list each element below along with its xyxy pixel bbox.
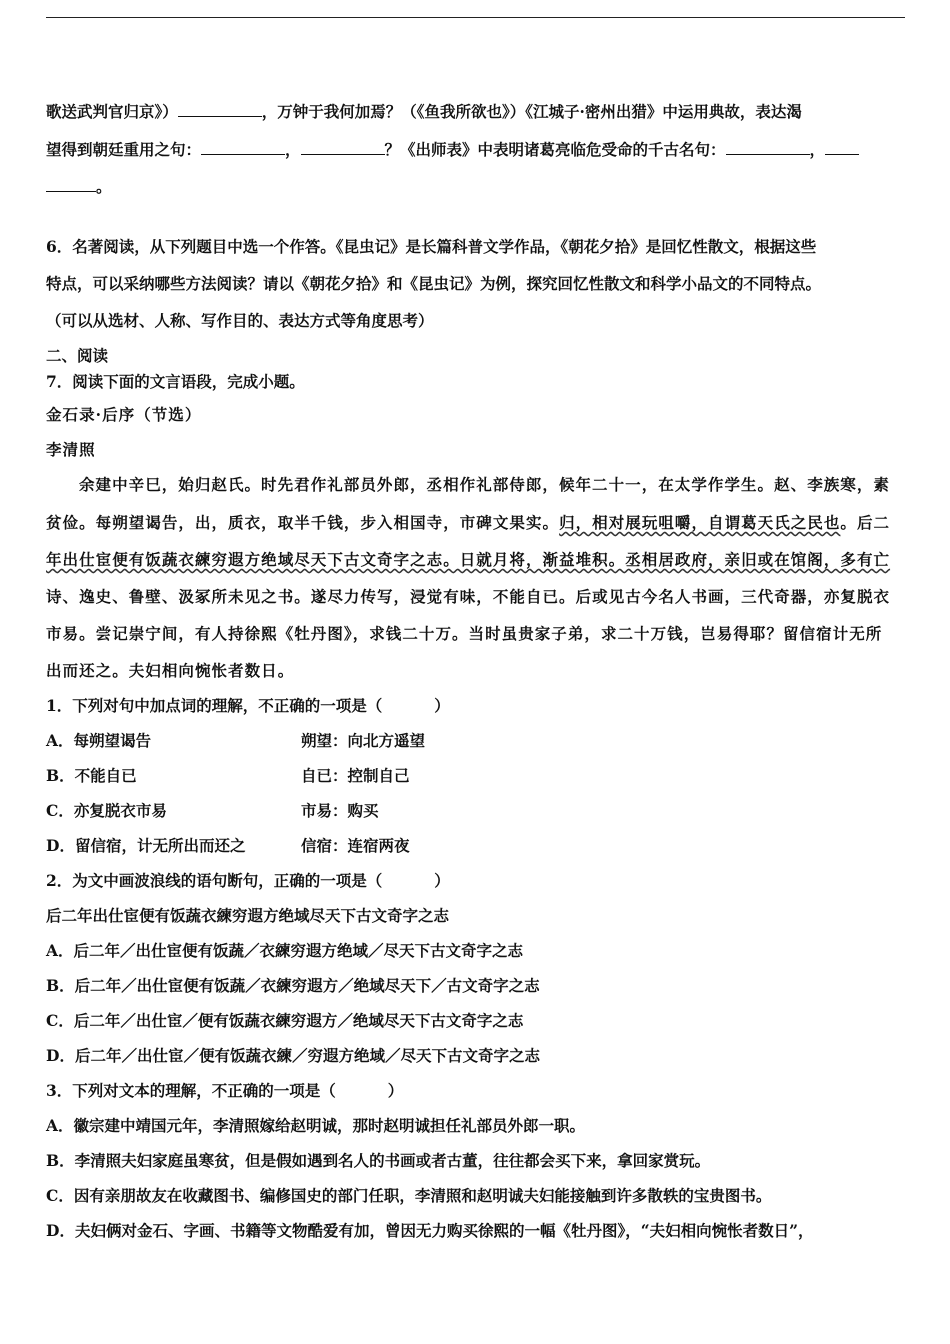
answer-blank[interactable] xyxy=(726,139,810,155)
sub3-option-a[interactable] xyxy=(46,1115,585,1137)
passage-line-5: 市易。尝记崇宁间，有人持徐熙《牡丹图》，求钱二十万。当时虽贵家子弟，求二十万钱，岂易得耶？留信宿计无所 xyxy=(46,624,883,643)
sub2-option-d[interactable] xyxy=(46,1045,540,1067)
option-letter: C． xyxy=(46,1011,74,1030)
sub1-option-d[interactable] xyxy=(46,835,410,857)
sub3-option-b[interactable] xyxy=(46,1150,710,1172)
passage-text: 贫俭。每朔望谒告，出，质衣，取半千钱，步入相国寺，市碑文果实。 xyxy=(46,513,560,532)
option-text: 徽宗建中靖国元年，李清照嫁给赵明诚，那时赵明诚担任礼部员外郎一职。 xyxy=(73,1116,586,1135)
option-letter: D． xyxy=(46,1046,75,1065)
sub1-option-a[interactable] xyxy=(46,730,425,752)
stem-text: 1．下列对句中加点词的理解，不正确的一项是（ xyxy=(46,696,383,715)
sub1-option-b[interactable] xyxy=(46,765,410,787)
option-text: 后二年／出仕宦／便有饭蔬衣練／穷遐方绝域／尽天下古文奇字之志 xyxy=(74,1046,540,1065)
option-text: 后二年／出仕宦／便有饭蔬衣練穷遐方／绝域尽天下古文奇字之志 xyxy=(73,1011,524,1030)
option-letter: B． xyxy=(46,976,75,995)
stem-text: ） xyxy=(434,696,450,715)
poem-text: 歌送武判官归京》） xyxy=(46,102,178,121)
poem-line-3 xyxy=(46,176,112,198)
sub1-stem xyxy=(46,695,450,717)
stem-text: ） xyxy=(434,871,450,890)
sub2-stem xyxy=(46,870,450,892)
sub2-option-b[interactable] xyxy=(46,975,540,997)
option-letter: A． xyxy=(46,941,74,960)
poem-text: ， xyxy=(285,140,301,159)
option-letter: A． xyxy=(46,731,74,750)
option-letter: D． xyxy=(46,836,75,855)
option-text: 因有亲朋故友在收藏图书、编修国史的部门任职，李清照和赵明诚夫妇能接触到许多散轶的宝贵图书。 xyxy=(73,1186,772,1205)
stem-text: ） xyxy=(387,1081,404,1100)
option-text: 留信宿，计无所出而还之 xyxy=(74,836,246,855)
sub2-sentence: 后二年出仕宦便有饭蔬衣練穷遐方绝域尽天下古文奇字之志 xyxy=(46,906,450,925)
stem-text: 2．为文中画波浪线的语句断句，正确的一项是（ xyxy=(46,871,383,890)
sub3-stem xyxy=(46,1080,403,1102)
poem-text: ？《出师表》中表明诸葛亮临危受命的千古名句： xyxy=(384,140,726,159)
option-letter: C． xyxy=(46,1186,74,1205)
sub3-option-d[interactable] xyxy=(46,1220,814,1242)
option-gloss: 信宿：连宿两夜 xyxy=(301,836,410,855)
header-rule xyxy=(46,17,905,18)
sub2-option-a[interactable] xyxy=(46,940,523,962)
passage-line-4: 诗、逸史、鲁壁、汲冢所未见之书。遂尽力传写，浸觉有味，不能自已。后或见古今名人书画，三代奇器，亦复脱衣 xyxy=(46,587,891,606)
poem-line-1 xyxy=(46,101,802,123)
passage-line-1: 余建中辛巳，始归赵氏。时先君作礼部员外郎，丞相作礼部侍郎，候年二十一，在太学作学生。赵、李族寒，素 xyxy=(79,475,890,494)
answer-blank[interactable] xyxy=(46,176,96,192)
q6-line-2: 特点，可以采纳哪些方法阅读？请以《朝花夕拾》和《昆虫记》为例，探究回忆性散文和科学小品文的不同特点。 xyxy=(46,274,822,293)
option-letter: D． xyxy=(46,1221,75,1240)
answer-blank[interactable] xyxy=(178,101,262,117)
poem-text: ，万钟于我何加焉？（《鱼我所欲也》）《江城子·密州出猎》中运用典故，表达渴 xyxy=(261,102,802,121)
passage-author: 李清照 xyxy=(46,440,96,459)
option-text: 李清照夫妇家庭虽寒贫，但是假如遇到名人的书画或者古董，往往都会买下来，拿回家赏玩。 xyxy=(74,1151,711,1170)
passage-text: 。后二 xyxy=(840,513,891,532)
passage-line-3 xyxy=(46,549,890,571)
sub2-option-c[interactable] xyxy=(46,1010,523,1032)
option-letter: B． xyxy=(46,766,75,785)
poem-line-2 xyxy=(46,139,859,161)
passage-title: 金石录·后序（节选） xyxy=(46,405,202,424)
stem-text: 3．下列对文本的理解，不正确的一项是（ xyxy=(46,1081,336,1100)
option-gloss: 市易：购买 xyxy=(301,801,379,820)
sub3-option-c[interactable] xyxy=(46,1185,771,1207)
q7-intro: 7．阅读下面的文言语段，完成小题。 xyxy=(46,372,305,391)
poem-text: 。 xyxy=(96,177,112,196)
q6-line-3: （可以从选材、人称、写作目的、表达方式等角度思考） xyxy=(46,311,434,330)
option-letter: A． xyxy=(46,1116,74,1135)
option-gloss: 自已：控制自己 xyxy=(301,766,410,785)
passage-text: 年出仕宦便有饭蔬衣練穷遐方绝域尽天下古文奇字之志。日就月将，渐益堆积。丞相居政府，亲旧或在馆阁，多有亡 xyxy=(46,550,891,569)
option-text: 后二年／出仕宦便有饭蔬／衣練穷遐方／绝域尽天下／古文奇字之志 xyxy=(74,976,540,995)
wavy-underlined-text: 归，相对展玩咀嚼，自谓葛天氏之民也 xyxy=(559,513,841,532)
answer-blank[interactable] xyxy=(301,139,385,155)
option-text: 每朔望谒告 xyxy=(73,731,152,750)
answer-blank[interactable] xyxy=(825,139,859,155)
option-text: 夫妇俩对金石、字画、书籍等文物酷爱有加，曾因无力购买徐熙的一幅《牡丹图》，“夫妇相向惋怅者数日”， xyxy=(74,1221,814,1240)
answer-blank[interactable] xyxy=(201,139,285,155)
poem-text: ， xyxy=(809,140,826,159)
option-letter: C． xyxy=(46,801,74,820)
option-text: 亦复脱衣市易 xyxy=(73,801,167,820)
option-text: 不能自已 xyxy=(74,766,137,785)
option-letter: B． xyxy=(46,1151,75,1170)
sub1-option-c[interactable] xyxy=(46,800,379,822)
q6-line-1: 6．名著阅读，从下列题目中选一个作答。《昆虫记》是长篇科普文学作品，《朝花夕拾》是回忆性散文，根据这些 xyxy=(46,237,817,256)
passage-line-2 xyxy=(46,512,890,534)
option-text: 后二年／出仕宦便有饭蔬／衣練穷遐方绝域／尽天下古文奇字之志 xyxy=(73,941,524,960)
section-title: 二、阅读 xyxy=(46,346,109,365)
option-gloss: 朔望：向北方遥望 xyxy=(301,731,426,750)
poem-text: 望得到朝廷重用之句： xyxy=(46,140,202,159)
passage-line-6: 出而还之。夫妇相向惋怅者数日。 xyxy=(46,661,295,680)
